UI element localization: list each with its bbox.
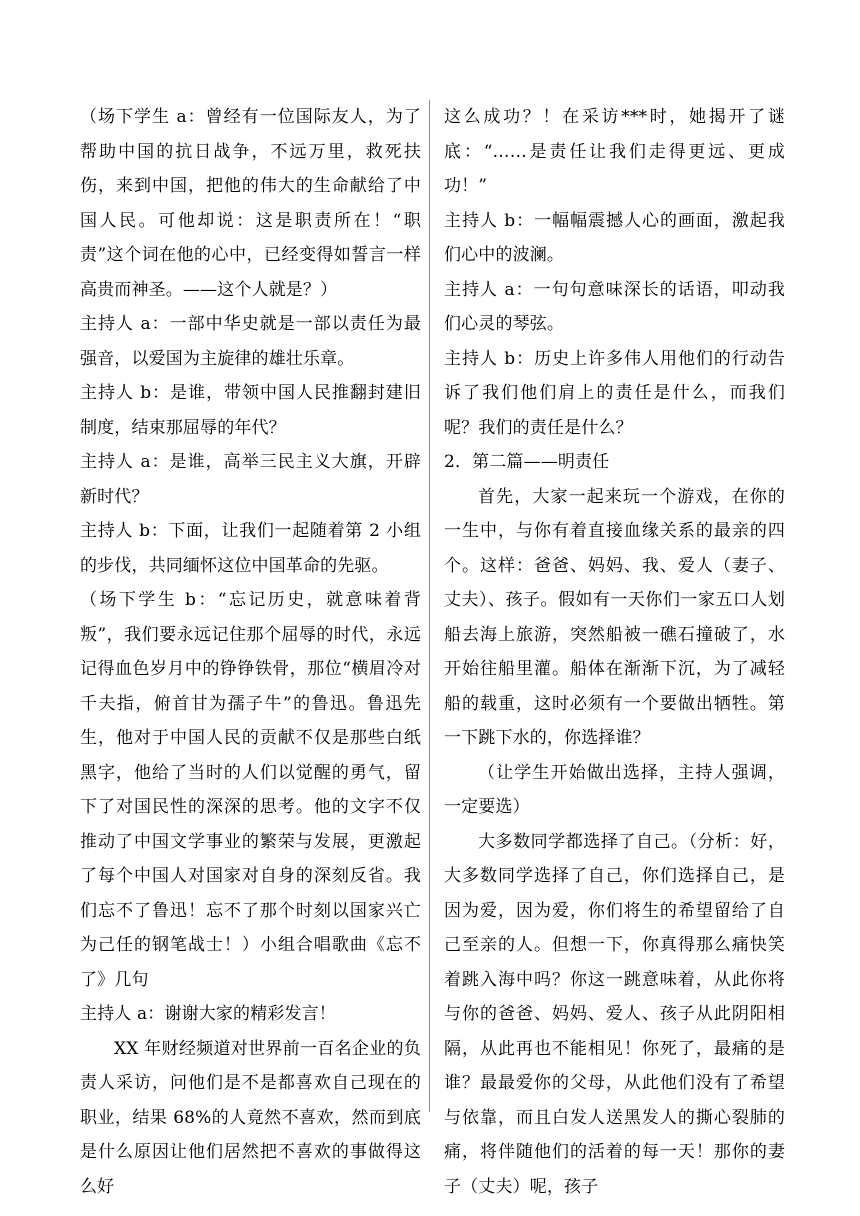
game-description-paragraph: 首先，大家一起来玩一个游戏，在你的一生中，与你有着直接血缘关系的最亲的四个。这样：爸爸、妈妈、我、爱人（妻子、丈夫）、孩子。假如有一天你们一家五口人划船去海上旅游，突然船被一礁石撞破了，水开始往船里灌。船体在渐渐下沉，为了减轻船的载重，这时必须有一个要做出牺牲。第一下跳下水的，你选择谁？ xyxy=(444,486,785,748)
column-divider xyxy=(429,100,430,1112)
host-b-line-great-people: 主持人 b：历史上许多伟人用他们的行动告诉了我们他们肩上的责任是什么，而我们呢？我们的责任是什么？ xyxy=(444,348,785,438)
interview-continuation-paragraph: 这么成功？！在采访***时，她揭开了谜底：“……是责任让我们走得更远、更成功！” xyxy=(444,107,785,196)
host-b-line-who-led: 主持人 b：是谁，带领中国人民推翻封建旧制度，结束那屈辱的年代？ xyxy=(80,383,421,438)
analysis-paragraph: 大多数同学都选择了自己。（分析：好，大多数同学选择了自己，你们选择自己，是因为爱，因为爱，你们将生的希望留给了自己至亲的人。但想一下，你真得那么痛快笑着跳入海中吗？你这一跳意味着，从此你将与你的爸爸、妈妈、爱人、孩子从此阴阳相隔，从此再也不能相见！你死了，最痛的是谁？最最爱你的父母，从此他们没有了希望与依靠，而且白发人送黑发人的撕心裂肺的痛，将伴随他们的活着的每一天！那你的妻子（丈夫）呢，孩子 xyxy=(444,831,785,1197)
audience-student-b-paragraph: （场下学生 b：“忘记历史，就意味着背叛”，我们要永远记住那个屈辱的时代，永远记得血色岁月中的铮铮铁骨，那位“横眉冷对千夫指，俯首甘为孺子牛”的鲁迅。鲁迅先生，他对于中国人民的贡献不仅是那些白纸黑字，他给了当时的人们以觉醒的勇气，留下了对国民性的深深的思考。他的文字不仅推动了中国文学事业的繁荣与发展，更激起了每个中国人对国家对自身的深刻反省。我们忘不了鲁迅！忘不了那个时刻以国家兴亡为己任的钢笔战士！）小组合唱歌曲《忘不了》几句 xyxy=(80,590,421,990)
host-a-line-thanks: 主持人 a：谢谢大家的精彩发言！ xyxy=(80,1004,336,1024)
finance-channel-paragraph: XX 年财经频道对世界前一百名企业的负责人采访，问他们是不是都喜欢自己现在的职业，结果 68%的人竟然不喜欢，然而到底是什么原因让他们居然把不喜欢的事做得这么好 xyxy=(80,1038,421,1197)
audience-student-a-paragraph: （场下学生 a：曾经有一位国际友人，为了帮助中国的抗日战争，不远万里，救死扶伤，来到中国，把他的伟大的生命献给了中国人民。可他却说：这是职责所在！“职责”这个词在他的心中，已经变得如誓言一样高贵而神圣。——这个人就是？） xyxy=(80,107,421,300)
left-column xyxy=(80,100,421,1204)
host-a-line-three-principles: 主持人 a：是谁，高举三民主义大旗，开辟新时代？ xyxy=(80,452,421,507)
host-b-line-pictures: 主持人 b：一幅幅震撼人心的画面，激起我们心中的波澜。 xyxy=(444,210,785,265)
host-a-line-history: 主持人 a：一部中华史就是一部以责任为最强音，以爱国为主旋律的雄壮乐章。 xyxy=(80,314,421,369)
host-b-line-group-two: 主持人 b：下面，让我们一起随着第 2 小组的步伐，共同缅怀这位中国革命的先驱。 xyxy=(80,521,421,576)
host-a-line-words: 主持人 a：一句句意味深长的话语，叩动我们心灵的琴弦。 xyxy=(444,279,785,334)
choice-instruction-paragraph: （让学生开始做出选择，主持人强调，一定要选） xyxy=(444,762,785,817)
right-column xyxy=(444,100,785,1204)
section-heading-second-part: 2．第二篇——明责任 xyxy=(444,452,610,472)
